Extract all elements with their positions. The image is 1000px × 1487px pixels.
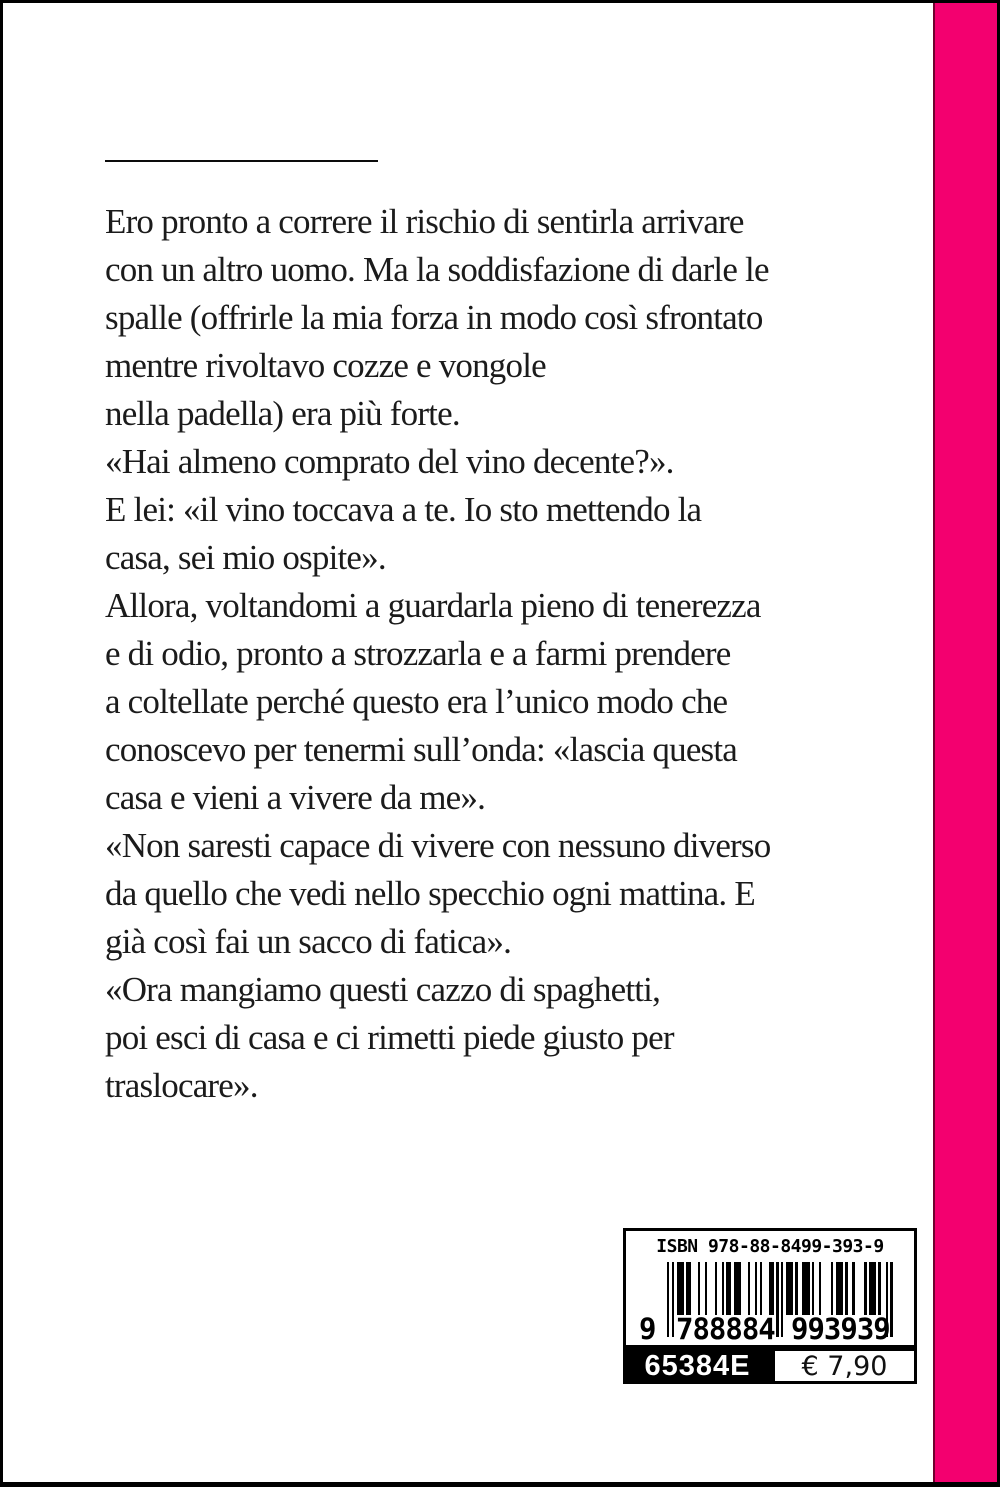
text-line: «Ora mangiamo questi cazzo di spaghetti, (105, 970, 661, 1009)
pink-spine-stripe (933, 0, 1000, 1487)
text-line: traslocare». (105, 1066, 258, 1105)
text-line: già così fai un sacco di fatica». (105, 922, 512, 961)
isbn-label: ISBN 978-88-8499-393-9 (656, 1236, 884, 1257)
body-text (105, 198, 770, 1110)
edition-code-badge: 65384E (623, 1348, 772, 1384)
text-line: «Hai almeno comprato del vino decente?». (105, 442, 674, 481)
barcode-block (623, 1228, 917, 1384)
text-line: casa, sei mio ospite». (105, 538, 386, 577)
barcode-digit-first: 9 (639, 1312, 656, 1346)
price-tag: € 7,90 (772, 1348, 917, 1384)
text-line: con un altro uomo. Ma la soddisfazione di darle le (105, 250, 769, 289)
text-line: poi esci di casa e ci rimetti piede giusto per (105, 1018, 674, 1057)
text-line: a coltellate perché questo era l’unico modo che (105, 682, 728, 721)
text-line: nella padella) era più forte. (105, 394, 460, 433)
section-divider-rule (105, 160, 378, 162)
text-line: e di odio, pronto a strozzarla e a farmi prendere (105, 634, 731, 673)
text-line: Ero pronto a correre il rischio di sentirla arrivare (105, 202, 744, 241)
text-line: E lei: «il vino toccava a te. Io sto mettendo la (105, 490, 702, 529)
text-line: conoscevo per tenermi sull’onda: «lascia questa (105, 730, 738, 769)
text-line: mentre rivoltavo cozze e vongole (105, 346, 546, 385)
text-line: «Non saresti capace di vivere con nessuno diverso (105, 826, 771, 865)
text-line: Allora, voltandomi a guardarla pieno di tenerezza (105, 586, 761, 625)
text-line: da quello che vedi nello specchio ogni mattina. E (105, 874, 755, 913)
text-line: spalle (offrirle la mia forza in modo così sfrontato (105, 298, 763, 337)
barcode-digits-right: 993939 (791, 1312, 890, 1346)
barcode-digits-left: 788884 (676, 1312, 775, 1346)
text-line: casa e vieni a vivere da me». (105, 778, 486, 817)
